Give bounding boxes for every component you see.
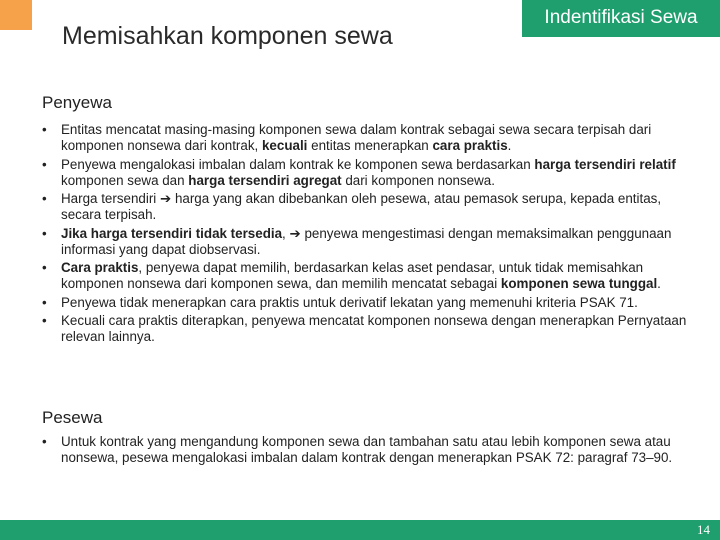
- list-item: • Penyewa tidak menerapkan cara praktis untuk derivatif lekatan yang memenuhi kriteria PSAK 71.: [42, 294, 638, 310]
- corner-accent: [0, 0, 32, 30]
- bullet-icon: •: [42, 225, 47, 241]
- footer-bar: [0, 520, 720, 540]
- bullet-icon: •: [42, 434, 47, 449]
- lessor-bullets: [42, 434, 702, 469]
- arrow-right-icon: ➔: [160, 191, 172, 206]
- arrow-right-icon: ➔: [289, 225, 301, 241]
- page-number: 14: [697, 522, 710, 537]
- lessee-bullets: [42, 122, 702, 348]
- bullet-icon: •: [42, 313, 47, 328]
- lessee-heading: Penyewa: [42, 93, 112, 112]
- bullet-icon: •: [42, 191, 47, 206]
- lessor-heading: Pesewa: [42, 408, 103, 427]
- slide-title: Memisahkan komponen sewa: [62, 22, 393, 50]
- list-item: • Cara praktis, penyewa dapat memilih, berdasarkan kelas aset pendasar, untuk tidak memisahkan komponen nonsewa dari komponen sewa, dan memilih mencatat sebagai komponen sewa tunggal.: [42, 260, 661, 291]
- list-item: • Untuk kontrak yang mengandung komponen sewa dan tambahan satu atau lebih komponen sewa atau nonsewa, pesewa mengalokasi imbalan dalam kontrak dengan menerapkan PSAK 72: paragraf 73–90.: [42, 434, 673, 465]
- bullet-icon: •: [42, 294, 47, 310]
- list-item: • Entitas mencatat masing-masing komponen sewa dalam kontrak sebagai sewa secara terpisah dari komponen nonsewa dari kontrak, kecuali entitas menerapkan cara praktis.: [42, 122, 652, 153]
- list-item: • Harga tersendiri ➔ harga yang akan dibebankan oleh pesewa, atau pemasok serupa, kepada entitas, secara terpisah.: [42, 191, 662, 222]
- bullet-icon: •: [42, 260, 47, 275]
- bullet-icon: •: [42, 122, 47, 137]
- list-item: • Jika harga tersendiri tidak tersedia, ➔ penyewa mengestimasi dengan memaksimalkan penggunaan informasi yang dapat diobservasi.: [42, 225, 672, 257]
- list-item: • Penyewa mengalokasi imbalan dalam kontrak ke komponen sewa berdasarkan harga tersendiri relatif komponen sewa dan harga tersendiri agregat dari komponen nonsewa.: [42, 156, 676, 188]
- bullet-icon: •: [42, 156, 47, 172]
- section-tag: Indentifikasi Sewa: [522, 0, 720, 37]
- list-item: • Kecuali cara praktis diterapkan, penyewa mencatat komponen nonsewa dengan menerapkan Pernyataan relevan lainnya.: [42, 313, 687, 344]
